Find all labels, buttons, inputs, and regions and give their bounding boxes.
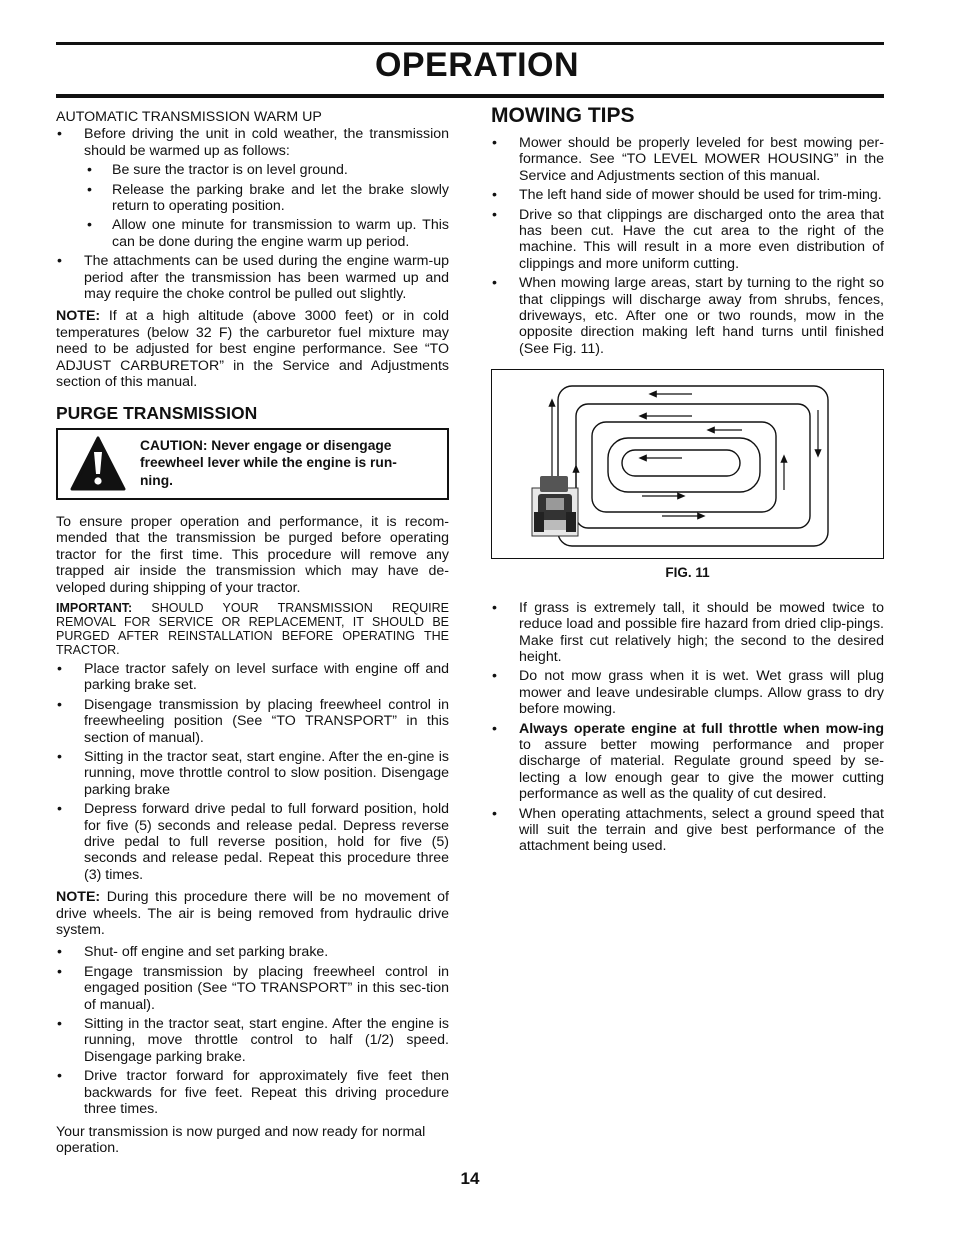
list-item: • Shut- off engine and set parking brake. bbox=[56, 944, 449, 960]
list-item: • Drive so that clippings are discharged onto the area that has been cut. Have the cut area to the right of the machine. This will result in a more even distribution of clippings and more uniform cutting. bbox=[491, 207, 884, 273]
third-path bbox=[592, 422, 776, 512]
mowing-pattern-figure bbox=[491, 369, 884, 559]
list-item: • The attachments can be used during the engine warm-up period after the transmission has been warmed up and may require the choke control be pulled out slightly. bbox=[56, 253, 449, 302]
list-item: • Do not mow grass when it is wet. Wet grass will plug mower and leave undesirable clumps. Allow grass to dry before mowing. bbox=[491, 668, 884, 717]
purge-heading: PURGE TRANSMISSION bbox=[56, 402, 258, 423]
page-number: 14 bbox=[460, 1169, 480, 1188]
warmup-heading: AUTOMATIC TRANSMISSION WARM UP bbox=[56, 109, 322, 125]
list-item: • Sitting in the tractor seat, start engine. After the en-gine is running, move throttle control to slow position. Disengage parking brake bbox=[56, 749, 449, 798]
title-underline bbox=[56, 94, 884, 98]
mowing-tips-heading: MOWING TIPS bbox=[491, 104, 635, 127]
caution-text: CAUTION: Never engage or disengage freewheel lever while the engine is run-ning. bbox=[140, 437, 397, 488]
mowing-pattern-diagram bbox=[492, 370, 882, 558]
list-item: • The left hand side of mower should be used for trim-ming. bbox=[491, 187, 884, 203]
list-item: • Be sure the tractor is on level ground. bbox=[56, 162, 449, 178]
list-item: • Mower should be properly leveled for best mowing per-formance. See “TO LEVEL MOWER HOUSING” in the Service and Adjustments section of this manual. bbox=[491, 135, 884, 184]
list-item: • Disengage transmission by placing freewheel control in freewheeling position (See “TO TRANSPORT” in this section of manual). bbox=[56, 697, 449, 746]
closing-text: Your transmission is now purged and now ready for normal operation. bbox=[56, 1123, 426, 1156]
tractor-icon bbox=[532, 476, 578, 536]
list-item: • Release the parking brake and let the brake slowly return to operating position. bbox=[56, 182, 449, 215]
fourth-path bbox=[608, 438, 760, 492]
list-item: • If grass is extremely tall, it should be mowed twice to reduce load and possible fire hazard from dried clip-pings. Make first cut relatively high; the second to the desired height. bbox=[491, 600, 884, 666]
list-item: • When mowing large areas, start by turning to the right so that clippings will discharge away from shrubs, fences, driveways, etc. After one or two rounds, mow in the opposite direction making left hand turns until finished (See Fig. 11). bbox=[491, 275, 884, 357]
list-item: • Place tractor safely on level surface with engine off and parking brake set. bbox=[56, 661, 449, 694]
note-movement: NOTE: During this procedure there will be no movement of drive wheels. The air is being removed from hydraulic drive system. bbox=[56, 889, 449, 939]
warning-icon bbox=[70, 436, 126, 492]
note-altitude: NOTE: If at a high altitude (above 3000 feet) or in cold temperatures (below 32 F) the carburetor fuel mixture may need to be adjusted for best engine performance. See “TO ADJUST CARBURETOR” in the Service and Adjustments section of this manual. bbox=[56, 308, 449, 391]
figure-caption: FIG. 11 bbox=[665, 565, 710, 581]
list-item: • Depress forward drive pedal to full forward position, hold for five (5) seconds and release pedal. Depress reverse drive pedal to full reverse position, hold for five (5) seconds and release pedal. Repeat this procedure three (3) times. bbox=[56, 801, 449, 883]
list-item: • Before driving the unit in cold weather, the transmission should be warmed up as follows: • Be sure the tractor is on level ground. • Release the parking brake and let the brake slowly return to operating position. • Allow one minute for transmission to warm up. This can be done during the engine warm up period. bbox=[56, 126, 449, 250]
mowing-tips-list-2 bbox=[491, 600, 884, 855]
purge-steps-list-2 bbox=[56, 944, 449, 1117]
caution-box bbox=[56, 428, 449, 500]
left-column bbox=[56, 109, 449, 1156]
important-notice: IMPORTANT: SHOULD YOUR TRANSMISSION REQUIRE REMOVAL FOR SERVICE OR REPLACEMENT, IT SHOULD BE PURGED AFTER REINSTALLATION BEFORE OPERATING THE TRACTOR. bbox=[56, 600, 449, 657]
purge-intro: To ensure proper operation and performance, it is recom-mended that the transmission be purged before operating tractor for the first time. This procedure will remove any trapped air inside the transmission which may have de-veloped during shipping of your tractor. bbox=[56, 513, 449, 596]
top-rule bbox=[56, 42, 884, 45]
page-title: OPERATION bbox=[374, 46, 580, 84]
list-item: • Drive tractor forward for approximately five feet then backwards for five feet. Repeat this driving procedure three times. bbox=[56, 1068, 449, 1117]
warmup-list bbox=[56, 126, 449, 302]
purge-steps-list bbox=[56, 661, 449, 883]
inner-path bbox=[622, 450, 740, 476]
right-column bbox=[491, 104, 884, 858]
outer-path bbox=[558, 386, 828, 546]
list-item: • When operating attachments, select a ground speed that will suit the terrain and give best performance of the attachment being used. bbox=[491, 806, 884, 855]
list-item: • Engage transmission by placing freewheel control in engaged position (See “TO TRANSPORT” in this sec-tion of manual). bbox=[56, 964, 449, 1013]
list-item: • Sitting in the tractor seat, start engine. After the engine is running, move throttle control to half (1/2) speed. Disengage parking brake. bbox=[56, 1016, 449, 1065]
list-item: • Allow one minute for transmission to warm up. This can be done during the engine warm up period. bbox=[56, 217, 449, 250]
warmup-sub-list bbox=[56, 162, 449, 250]
list-item: • Always operate engine at full throttle when mow-ing to assure better mowing performance and proper discharge of material. Regulate ground speed by se-lecting a low enough gear to give the mower cutting performance as well as the quality of cut desired. bbox=[491, 721, 884, 803]
mowing-tips-list bbox=[491, 135, 884, 357]
